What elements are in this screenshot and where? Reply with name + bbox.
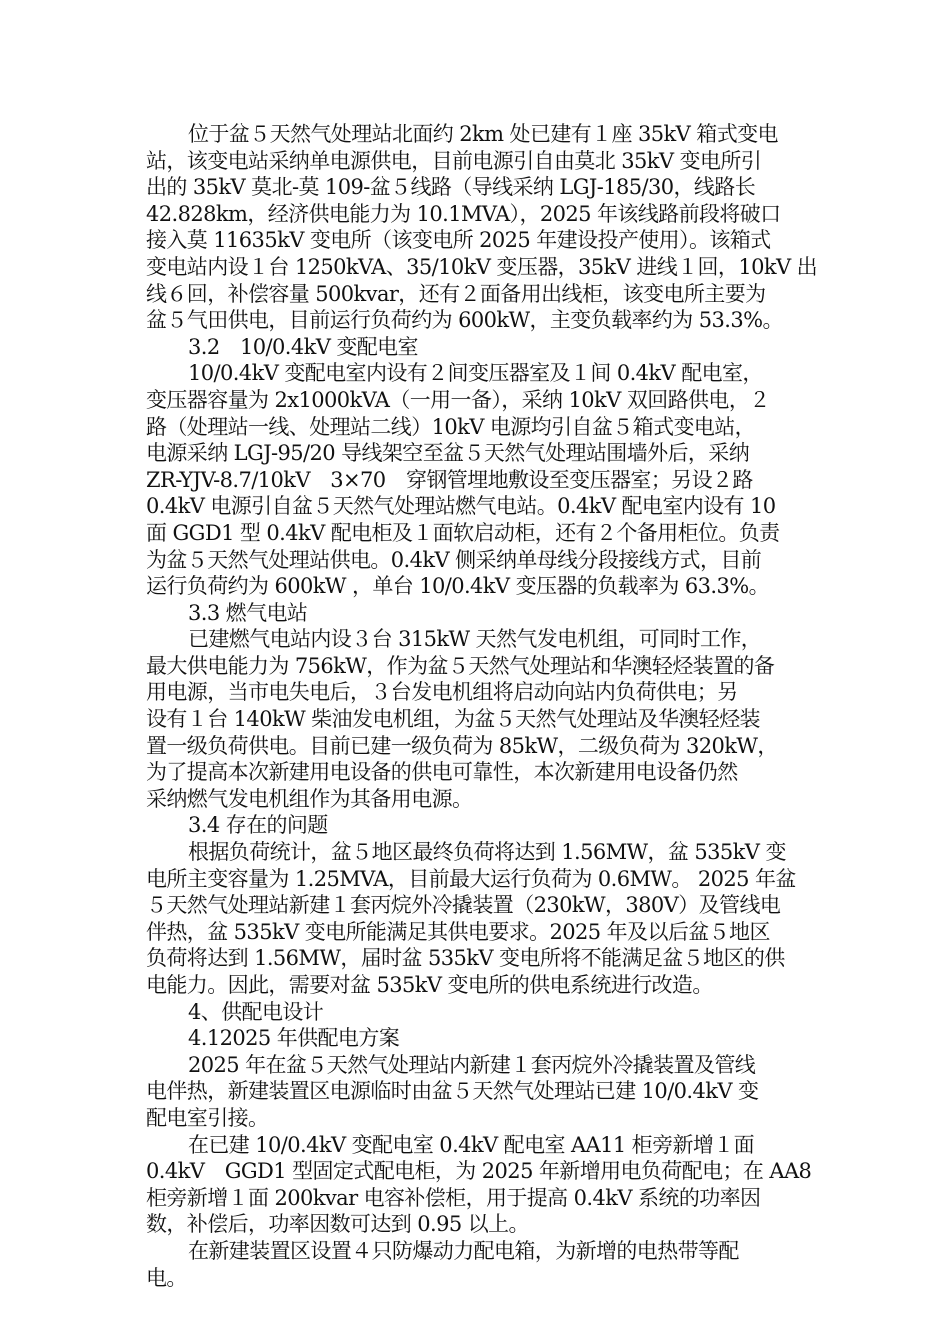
text-line: 位于盆５天然气处理站北面约 2km 处已建有１座 35kV 箱式变电 bbox=[188, 122, 778, 146]
text-line: 4、供配电设计 bbox=[188, 999, 324, 1024]
text-line: 站，该变电站采纳单电源供电，目前电源引自由莫北 35kV 变电所引 bbox=[146, 148, 762, 173]
text-line: ZR-YJV-8.7/10kV 3×70 穿钢管埋地敷设至变压器室；另设２路 bbox=[146, 467, 753, 492]
text-line: 10/0.4kV 变配电室内设有２间变压器室及１间 0.4kV 配电室， bbox=[188, 361, 763, 386]
text-line: 路（处理站一线、处理站二线）10kV 电源均引自盆５箱式变电站， bbox=[146, 414, 756, 439]
text-line: 电源采纳 LGJ-95/20 导线架空至盆５天然气处理站围墙外后，采纳 bbox=[146, 441, 750, 466]
text-line: 电所主变容量为 1.25MVA，目前最大运行负荷为 0.6MW。 2025 年盆 bbox=[146, 866, 796, 891]
text-line: 根据负荷统计，盆５地区最终负荷将达到 1.56MW，盆 535kV 变 bbox=[188, 840, 786, 865]
document-body bbox=[146, 121, 818, 1291]
text-line: 面 GGD1 型 0.4kV 配电柜及１面软启动柜，还有２个备用柜位。负责 bbox=[146, 520, 780, 545]
text-line: 出的 35kV 莫北-莫 109-盆５线路（导线采纳 LGJ-185/30，线路长 bbox=[146, 175, 756, 200]
text-line: 变压器容量为 2x1000kVA（一用一备），采纳 10kV 双回路供电，２ bbox=[146, 387, 770, 412]
text-line: 电伴热，新建装置区电源临时由盆５天然气处理站已建 10/0.4kV 变 bbox=[146, 1079, 759, 1104]
text-line: 负荷将达到 1.56MW，届时盆 535kV 变电所将不能满足盆５地区的供 bbox=[146, 946, 785, 971]
text-line: 0.4kV 电源引自盆５天然气处理站燃气电站。0.4kV 配电室内设有 10 bbox=[146, 494, 776, 519]
text-line: 电能力。因此，需要对盆 535kV 变电所的供电系统进行改造。 bbox=[146, 973, 713, 997]
text-line: 线６回，补偿容量 500kvar，还有２面备用出线柜，该变电所主要为 bbox=[146, 281, 766, 306]
text-line: 42.828km，经济供电能力为 10.1MVA），2025 年该线路前段将破口 bbox=[146, 201, 781, 226]
text-line: 置一级负荷供电。目前已建一级负荷为 85kW，二级负荷为 320kW， bbox=[146, 733, 778, 758]
text-line: 3.4 存在的问题 bbox=[188, 813, 328, 838]
text-line: 盆５气田供电，目前运行负荷约为 600kW，主变负载率约为 53.3%。 bbox=[146, 308, 783, 333]
text-line: 已建燃气电站内设３台 315kW 天然气发电机组，可同时工作， bbox=[188, 627, 762, 652]
text-line: 3.2 10/0.4kV 变配电室 bbox=[188, 334, 418, 359]
text-line: 3.3 燃气电站 bbox=[188, 600, 308, 625]
text-line: ５天然气处理站新建１套丙烷外冷撬装置（230kW，380V）及管线电 bbox=[146, 893, 781, 918]
text-line: 4.12025 年供配电方案 bbox=[188, 1026, 400, 1051]
text-line: 采纳燃气发电机组作为其备用电源。 bbox=[146, 786, 473, 811]
text-line: 变电站内设１台 1250kVA、35/10kV 变压器，35kV 进线１回，10kV 出 bbox=[146, 254, 818, 279]
text-line: 2025 年在盆５天然气处理站内新建１套丙烷外冷撬装置及管线 bbox=[188, 1052, 756, 1077]
text-line: 柜旁新增１面 200kvar 电容补偿柜，用于提高 0.4kV 系统的功率因 bbox=[146, 1185, 761, 1210]
text-line: 电。 bbox=[146, 1265, 187, 1290]
text-line: 接入莫 11635kV 变电所（该变电所 2025 年建设投产使用）。该箱式 bbox=[146, 228, 771, 253]
text-line: 数，补偿后，功率因数可达到 0.95 以上。 bbox=[146, 1212, 529, 1237]
text-line: 用电源，当市电失电后，３台发电机组将启动向站内负荷供电；另 bbox=[146, 680, 738, 705]
text-line: 运行负荷约为 600kW ，单台 10/0.4kV 变压器的负载率为 63.3%。 bbox=[146, 574, 769, 599]
text-line: 为了提高本次新建用电设备的供电可靠性，本次新建用电设备仍然 bbox=[146, 760, 738, 785]
text-line: 在新建装置区设置４只防爆动力配电箱，为新增的电热带等配 bbox=[188, 1238, 739, 1263]
text-line: 在已建 10/0.4kV 变配电室 0.4kV 配电室 AA11 柜旁新增１面 bbox=[188, 1132, 755, 1157]
text-line: 设有１台 140kW 柴油发电机组，为盆５天然气处理站及华澳轻烃装 bbox=[146, 707, 760, 732]
text-line: 0.4kV GGD1 型固定式配电柜，为 2025 年新增用电负荷配电；在 AA8 bbox=[146, 1159, 812, 1184]
text-line: 为盆５天然气处理站供电。0.4kV 侧采纳单母线分段接线方式，目前 bbox=[146, 547, 762, 572]
text-line: 伴热，盆 535kV 变电所能满足其供电要求。2025 年及以后盆５地区 bbox=[146, 919, 770, 944]
text-line: 最大供电能力为 756kW，作为盆５天然气处理站和华澳轻烃装置的备 bbox=[146, 653, 775, 678]
text-line: 配电室引接。 bbox=[146, 1105, 269, 1130]
